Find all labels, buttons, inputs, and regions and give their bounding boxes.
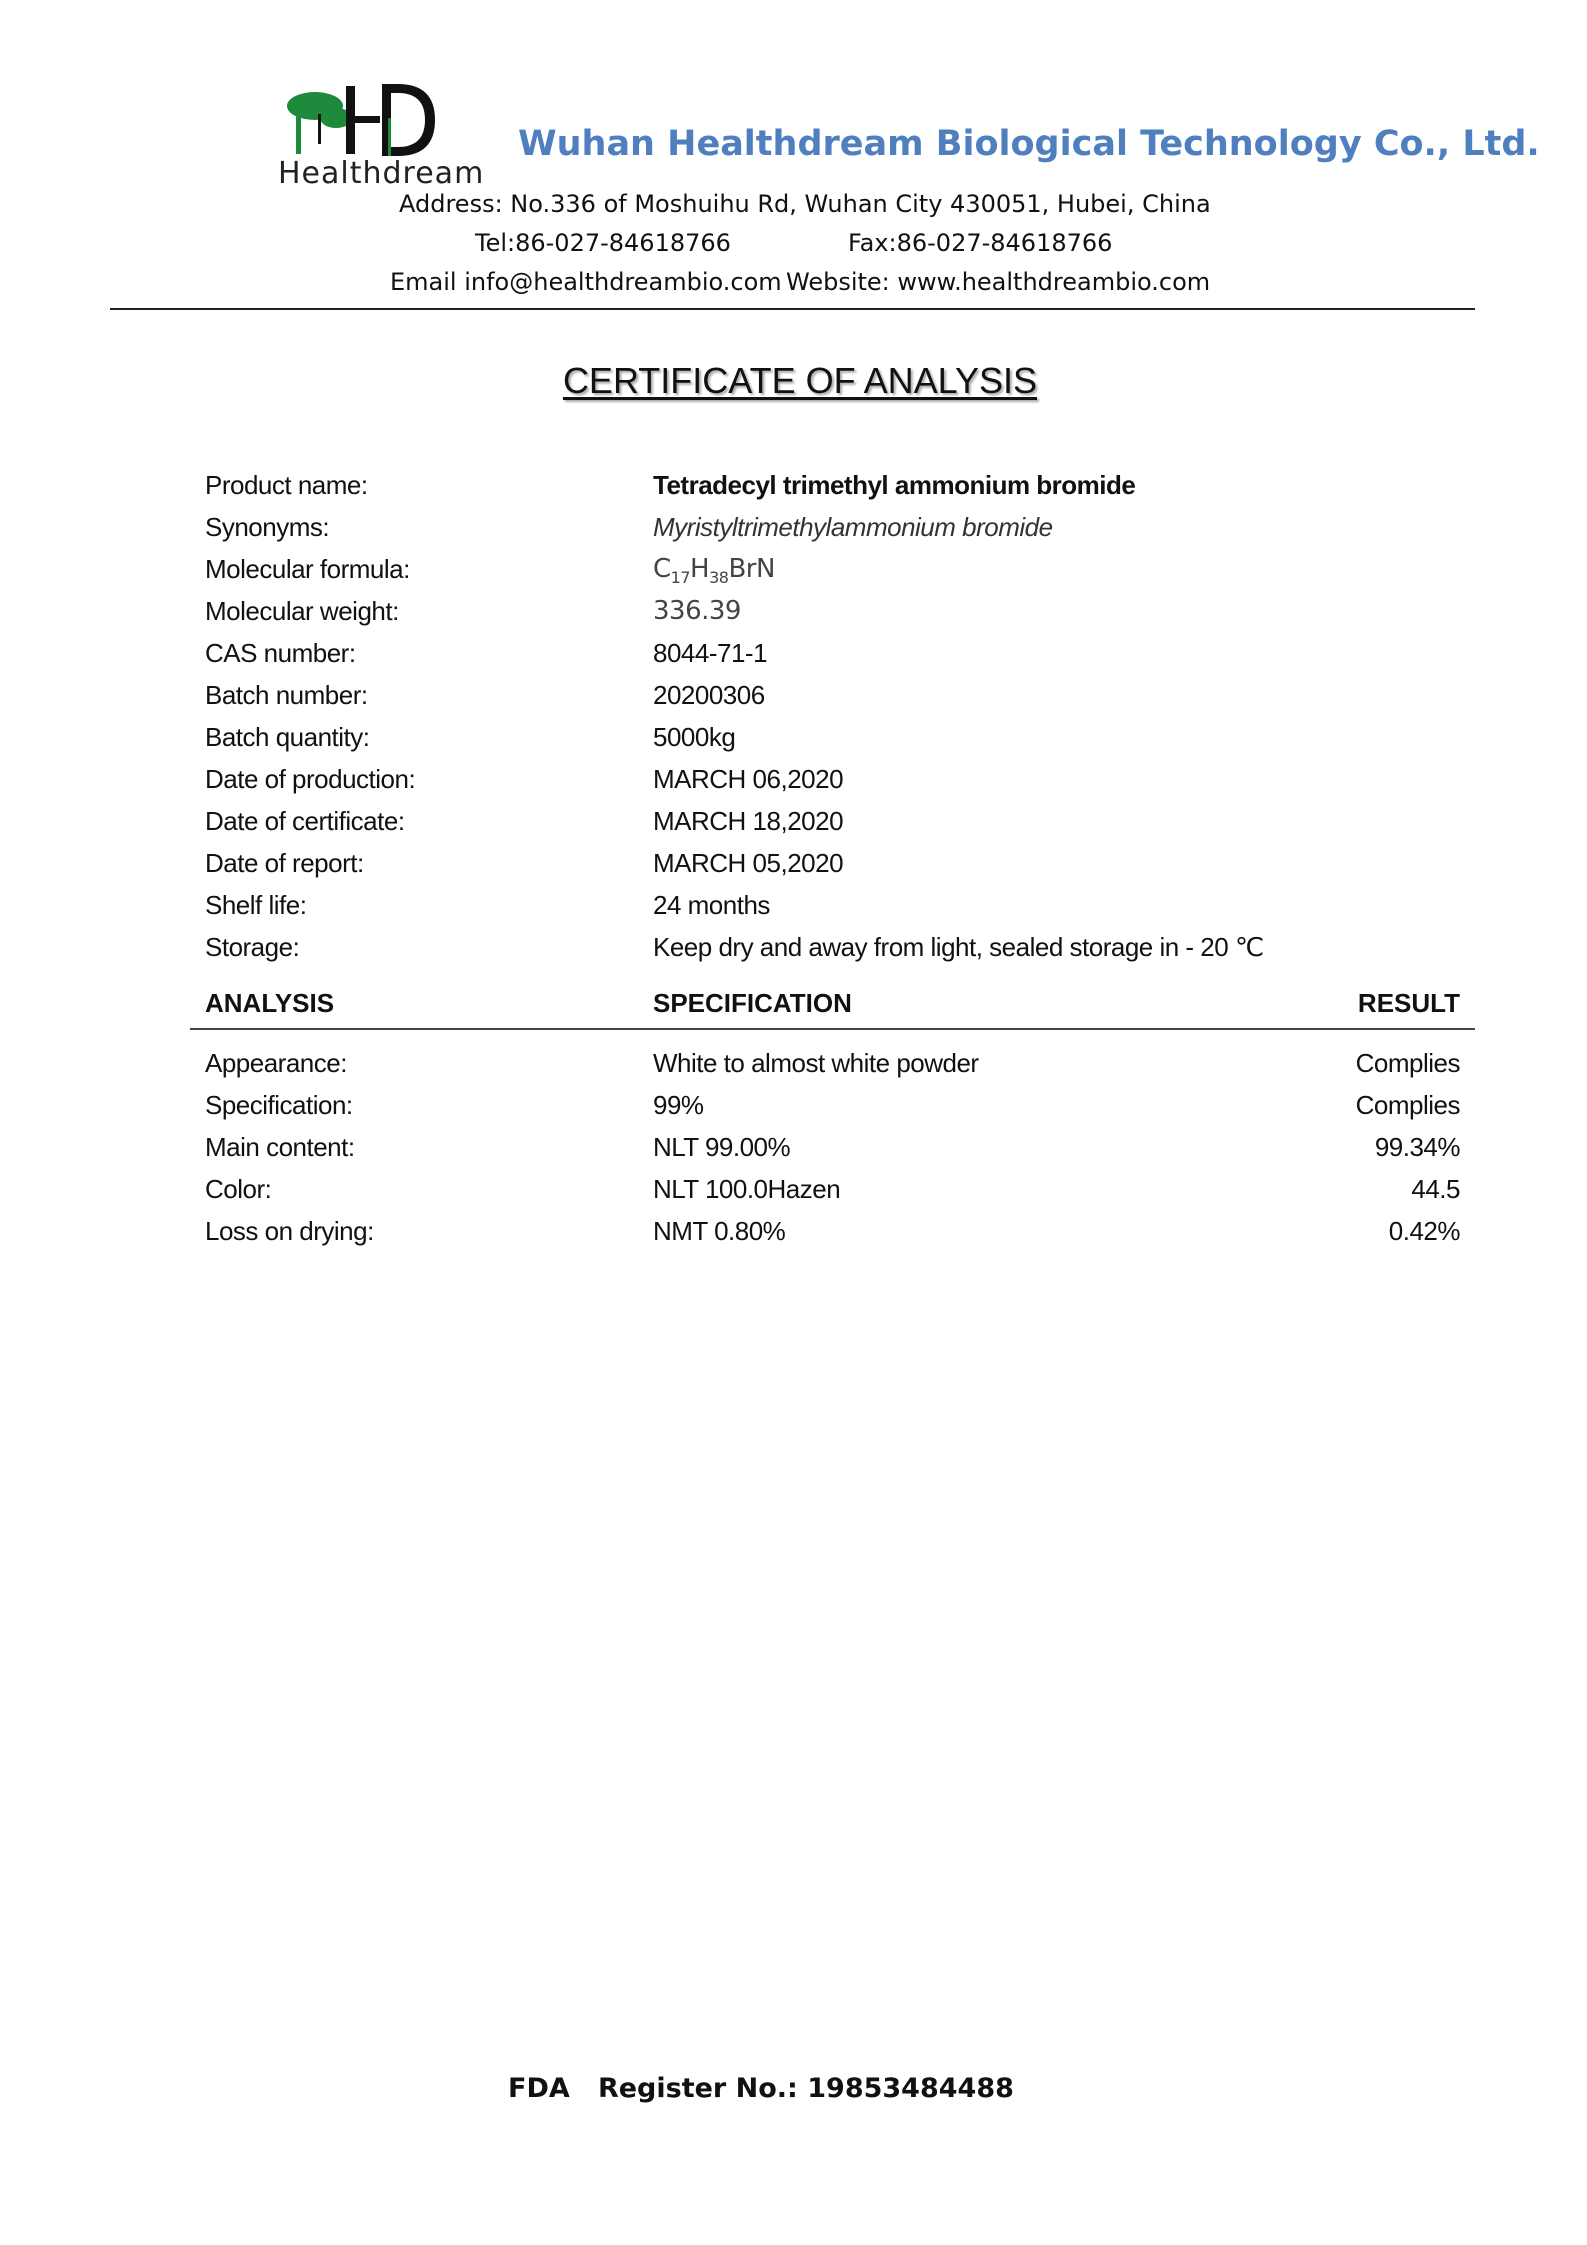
table-row (205, 1048, 1460, 1090)
specification-value: NLT 100.0Hazen (653, 1174, 841, 1204)
info-row-date-report (205, 848, 1405, 890)
info-label: CAS number: (205, 638, 356, 668)
date-report-value: MARCH 05,2020 (653, 848, 844, 878)
specification-value: NLT 99.00% (653, 1132, 791, 1162)
info-label: Batch quantity: (205, 722, 370, 752)
header-divider (110, 308, 1475, 310)
letterhead (0, 0, 1587, 320)
info-row-date-certificate (205, 806, 1405, 848)
info-label: Date of certificate: (205, 806, 405, 836)
product-name-value: Tetradecyl trimethyl ammonium bromide (653, 470, 1136, 500)
result-value: 0.42% (1388, 1216, 1460, 1246)
date-production-value: MARCH 06,2020 (653, 764, 844, 794)
analysis-results (205, 1048, 1460, 1258)
analysis-column-header: ANALYSIS (205, 988, 335, 1018)
molecular-weight-value: 336.39 (653, 596, 741, 626)
specification-value: White to almost white powder (653, 1048, 979, 1078)
result-value: 99.34% (1374, 1132, 1460, 1162)
company-email: Email info@healthdreambio.com (390, 268, 782, 296)
info-row-shelf-life (205, 890, 1405, 932)
info-label: Batch number: (205, 680, 368, 710)
logo-wordmark: Healthdream (278, 156, 485, 191)
storage-value: Keep dry and away from light, sealed storage in - 20 ℃ (653, 932, 1264, 962)
info-row-batch-quantity (205, 722, 1405, 764)
product-info-table (205, 470, 1405, 974)
formula-c-sub: 17 (670, 568, 691, 588)
table-row (205, 1174, 1460, 1216)
info-label: Product name: (205, 470, 368, 500)
analysis-item: Appearance: (205, 1048, 347, 1078)
info-label: Shelf life: (205, 890, 307, 920)
info-row-batch-number (205, 680, 1405, 722)
company-name: Wuhan Healthdream Biological Technology Co., Ltd. (518, 124, 1540, 164)
table-row (205, 1216, 1460, 1258)
analysis-item: Specification: (205, 1090, 353, 1120)
info-row-storage (205, 932, 1405, 974)
result-column-header: RESULT (1357, 988, 1460, 1018)
formula-rest: BrN (728, 554, 775, 584)
info-row-product-name (205, 470, 1405, 512)
specification-column-header: SPECIFICATION (653, 988, 852, 1018)
formula-h-sub: 38 (709, 568, 729, 588)
logo-leaf-hd-icon (270, 78, 460, 158)
date-certificate-value: MARCH 18,2020 (653, 806, 844, 836)
shelf-life-value: 24 months (653, 890, 770, 920)
info-row-date-production (205, 764, 1405, 806)
formula-h: H (690, 554, 710, 584)
batch-quantity-value: 5000kg (653, 722, 736, 752)
result-value: Complies (1355, 1090, 1460, 1120)
company-tel: Tel:86-027-84618766 (475, 229, 731, 257)
specification-value: NMT 0.80% (653, 1216, 786, 1246)
info-row-molecular-weight (205, 596, 1405, 638)
table-row (205, 1090, 1460, 1132)
company-fax: Fax:86-027-84618766 (848, 229, 1113, 257)
analysis-item: Main content: (205, 1132, 355, 1162)
analysis-item: Color: (205, 1174, 272, 1204)
fda-register-footer: FDA Register No.: 19853484488 (508, 2073, 1014, 2104)
info-label: Molecular weight: (205, 596, 399, 626)
analysis-item: Loss on drying: (205, 1216, 374, 1246)
batch-number-value: 20200306 (653, 680, 765, 710)
result-value: Complies (1355, 1048, 1460, 1078)
info-row-cas-number (205, 638, 1405, 680)
formula-c: C (653, 554, 671, 584)
table-row (205, 1132, 1460, 1174)
cas-number-value: 8044-71-1 (653, 638, 768, 668)
info-row-molecular-formula (205, 554, 1405, 596)
info-label: Synonyms: (205, 512, 330, 542)
molecular-formula-value (653, 554, 775, 587)
document-title: CERTIFICATE OF ANALYSIS (562, 360, 1038, 401)
result-value: 44.5 (1411, 1174, 1460, 1204)
company-website: Website: www.healthdreambio.com (786, 268, 1211, 296)
info-label: Molecular formula: (205, 554, 410, 584)
company-logo (270, 78, 485, 193)
info-label: Date of report: (205, 848, 364, 878)
specification-value: 99% (653, 1090, 704, 1120)
info-row-synonyms (205, 512, 1405, 554)
info-label: Date of production: (205, 764, 416, 794)
analysis-header-row (190, 988, 1475, 1028)
analysis-divider (190, 1028, 1475, 1030)
info-label: Storage: (205, 932, 300, 962)
company-address: Address: No.336 of Moshuihu Rd, Wuhan City 430051, Hubei, China (399, 190, 1211, 218)
synonyms-value: Myristyltrimethylammonium bromide (653, 512, 1053, 542)
